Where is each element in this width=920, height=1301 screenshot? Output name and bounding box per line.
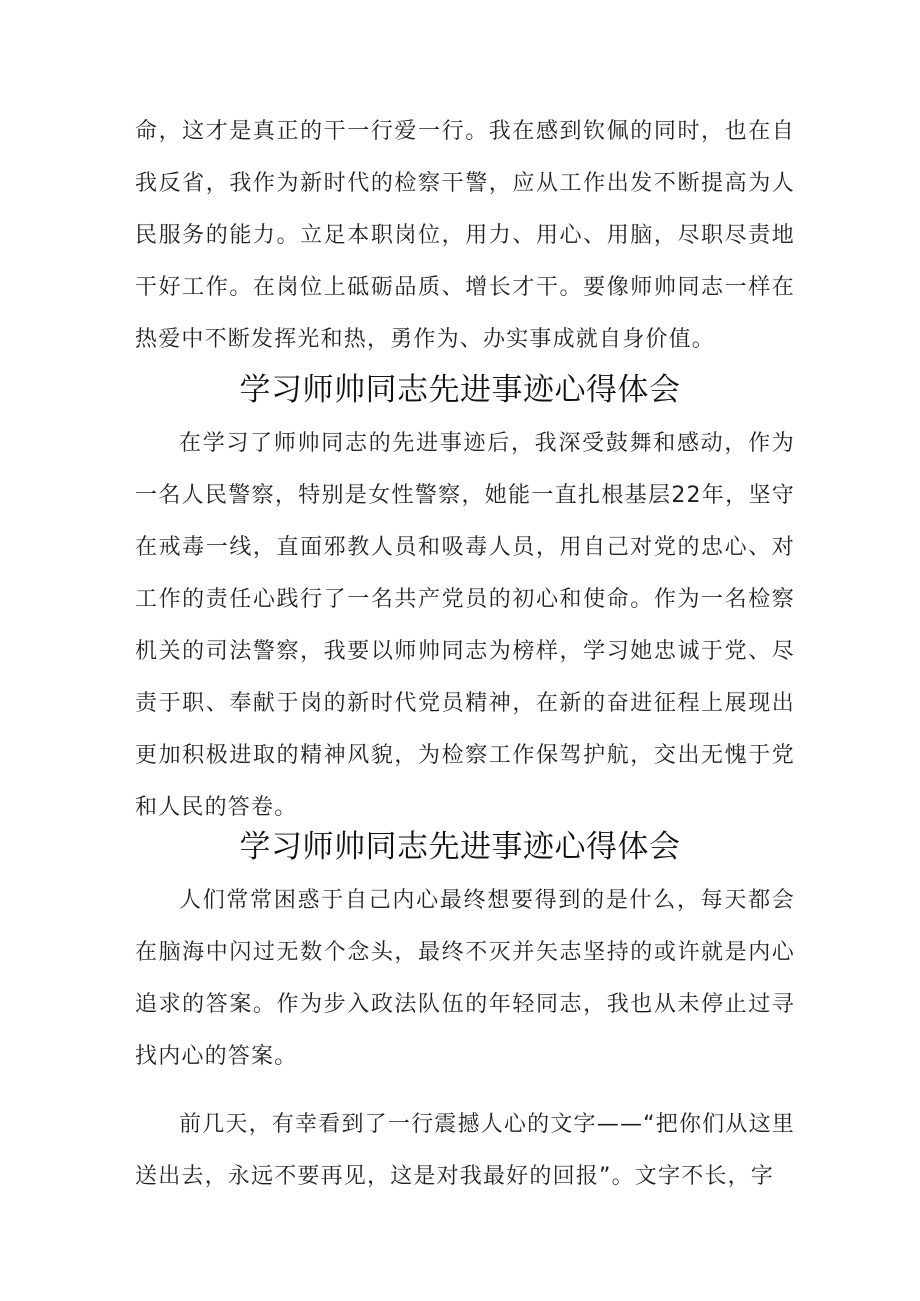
- section-2-title: 学习师帅同志先进事迹心得体会: [239, 829, 681, 865]
- paragraph: 命，这才是真正的干一行爱一行。我在感到钦佩的同时，也在自我反省，我作为新时代的检察干警，应从工作出发不断提高为人民服务的能力。立足本职岗位，用力、用心、用脑，尽职尽责地干好工作。在岗位上砥砺品质、增长才干。要像师帅同志一样在热爱中不断发挥光和热，勇作为、办实事成就自身价值。: [135, 119, 795, 352]
- paragraph: 在学习了师帅同志的先进事迹后，我深受鼓舞和感动，作为一名人民警察，特别是女性警察，她能一直扎根基层22年，坚守在戒毒一线，直面邪教人员和吸毒人员，用自己对党的忠心、对工作的责任心践行了一名共产党员的初心和使命。作为一名检察机关的司法警察，我要以师帅同志为榜样，学习她忠诚于党、尽责于职、奉献于岗的新时代党员精神，在新的奋进征程上展现出更加积极进取的精神风貌，为检察工作保驾护航，交出无愧于党和人民的答卷。: [135, 431, 795, 820]
- section-2-body: [135, 875, 795, 1203]
- paragraph: 人们常常困惑于自己内心最终想要得到的是什么，每天都会在脑海中闪过无数个念头，最终不灭并矢志坚持的或许就是内心追求的答案。作为步入政法队伍的年轻同志，我也从未停止过寻找内心的答案。: [135, 888, 795, 1069]
- paragraph: 前几天，有幸看到了一行震撼人心的文字——“把你们从这里送出去，永远不要再见，这是对我最好的回报”。文字不长，字: [135, 1112, 795, 1189]
- section-0-body: [135, 106, 795, 366]
- section-1-body: [135, 418, 795, 834]
- section-1-title: 学习师帅同志先进事迹心得体会: [239, 372, 681, 408]
